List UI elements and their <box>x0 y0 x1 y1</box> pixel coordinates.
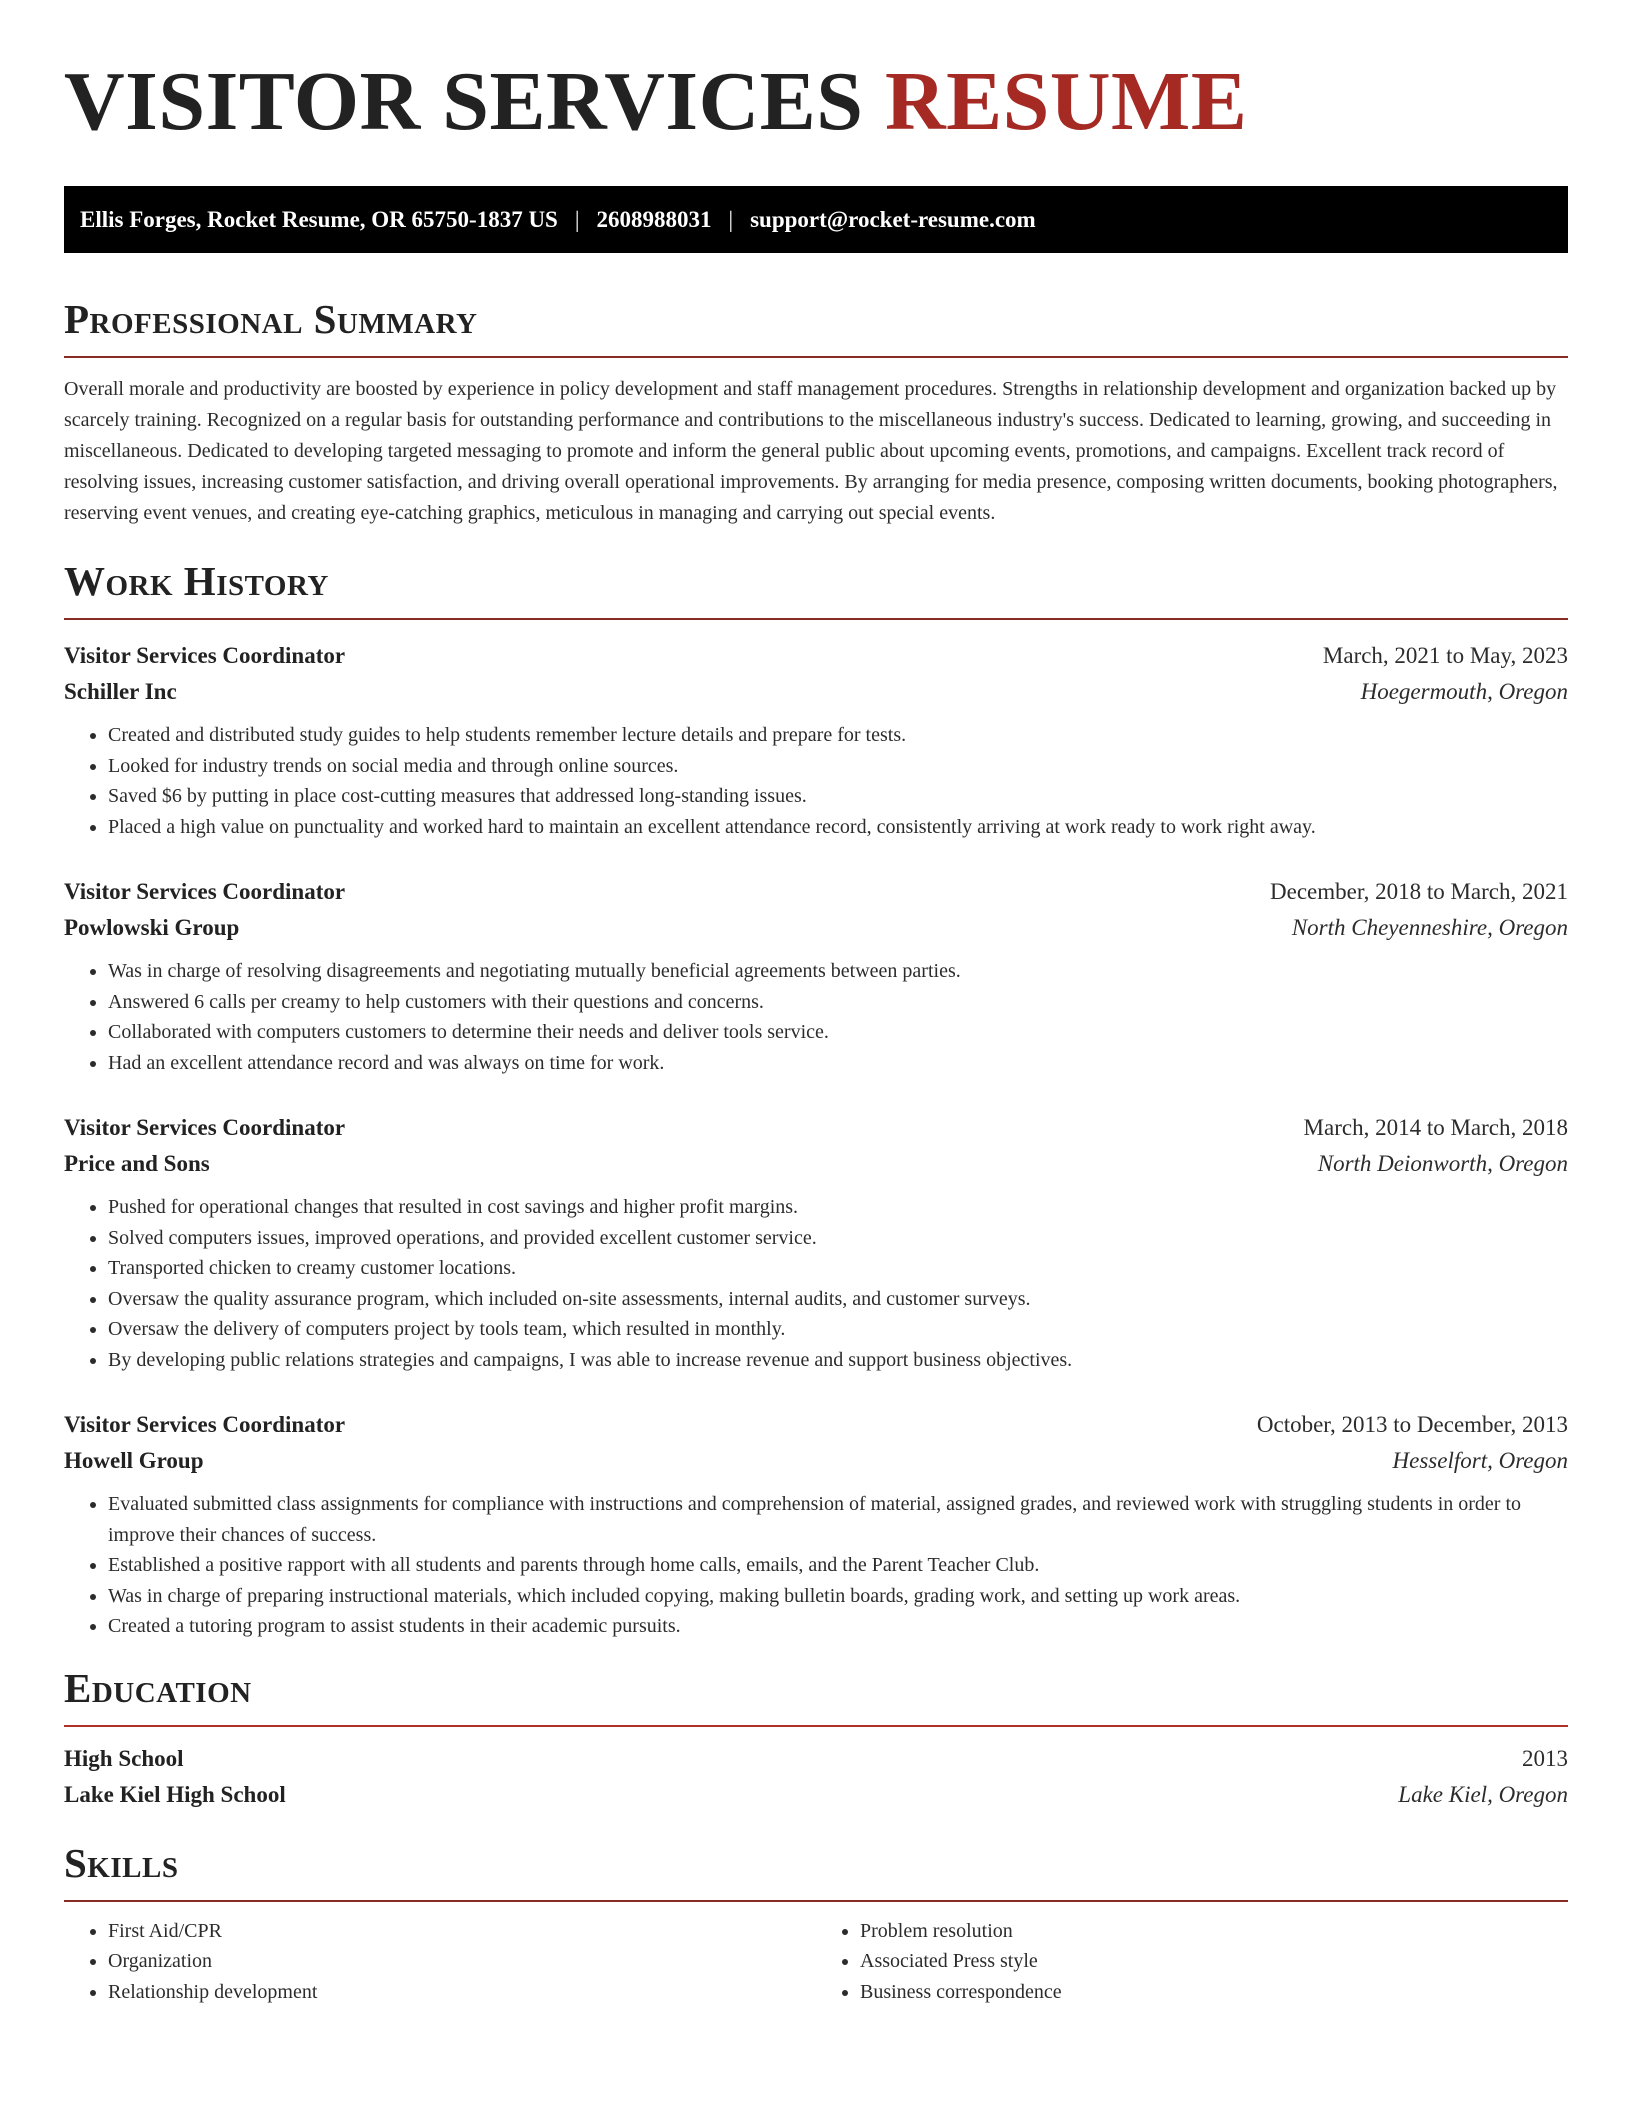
job-company-row <box>64 1443 1568 1479</box>
education-section <box>64 1664 1568 1813</box>
job-entry <box>64 874 1568 1078</box>
job-entry <box>64 638 1568 842</box>
job-location: Hesselfort, Oregon <box>1392 1448 1568 1473</box>
skill-item: • First Aid/CPR <box>108 1916 816 1947</box>
job-dates: March, 2014 to March, 2018 <box>1303 1115 1568 1140</box>
work-history-heading: Work History <box>64 558 329 604</box>
job-title: Visitor Services Coordinator <box>64 1115 346 1140</box>
education-degree: High School <box>64 1745 184 1771</box>
job-bullet: • Placed a high value on punctuality and worked hard to maintain an excellent attendance record, consistently arriving at work ready to work right away. <box>108 812 1568 843</box>
education-year: 2013 <box>1522 1745 1568 1771</box>
skills-heading: Skills <box>64 1839 179 1886</box>
summary-section <box>64 296 1568 529</box>
job-title: Visitor Services Coordinator <box>64 879 346 904</box>
education-school: Lake Kiel High School <box>64 1781 286 1807</box>
job-company: Price and Sons <box>64 1151 210 1176</box>
job-title: Visitor Services Coordinator <box>64 643 346 668</box>
contact-bar <box>64 186 1568 253</box>
job-dates: March, 2021 to May, 2023 <box>1322 643 1568 668</box>
skill-item: • Associated Press style <box>860 1946 1568 1977</box>
job-bullet-list <box>64 720 1568 842</box>
job-list <box>64 638 1568 1642</box>
job-location: North Deionworth, Oregon <box>1317 1151 1568 1176</box>
skill-item: • Business correspondence <box>860 1977 1568 2008</box>
summary-heading: Professional Summary <box>64 296 478 342</box>
job-bullet: • Saved $6 by putting in place cost-cutting measures that addressed long-standing issues. <box>108 781 1568 812</box>
job-location: North Cheyenneshire, Oregon <box>1291 915 1568 940</box>
job-bullet: • Looked for industry trends on social media and through online sources. <box>108 751 1568 782</box>
job-bullet: • Had an excellent attendance record and was always on time for work. <box>108 1048 1568 1079</box>
job-bullet-list <box>64 1192 1568 1375</box>
job-company-row <box>64 910 1568 946</box>
job-bullet-list <box>64 956 1568 1078</box>
job-entry <box>64 1110 1568 1375</box>
job-bullet: • Solved computers issues, improved operations, and provided excellent customer service. <box>108 1223 1568 1254</box>
job-bullet: • Created and distributed study guides to help students remember lecture details and prepare for tests. <box>108 720 1568 751</box>
job-header-row <box>64 874 1568 910</box>
education-location: Lake Kiel, Oregon <box>1398 1781 1568 1807</box>
contact-address: Ellis Forges, Rocket Resume, OR 65750-1837 US <box>80 206 558 232</box>
job-bullet: • Answered 6 calls per creamy to help customers with their questions and concerns. <box>108 987 1568 1018</box>
job-bullet: • Transported chicken to creamy customer locations. <box>108 1253 1568 1284</box>
title-accent: RESUME <box>884 55 1248 148</box>
job-company: Schiller Inc <box>64 679 177 704</box>
skills-list-right <box>816 1916 1568 2008</box>
job-header-row <box>64 638 1568 674</box>
section-divider <box>64 618 1568 620</box>
job-dates: December, 2018 to March, 2021 <box>1270 879 1568 904</box>
job-bullet: • Established a positive rapport with all students and parents through home calls, emails, and the Parent Teacher Club. <box>108 1550 1568 1581</box>
section-divider <box>64 356 1568 358</box>
skills-list-left <box>64 1916 816 2008</box>
work-history-section <box>64 558 1568 1642</box>
job-bullet: • Pushed for operational changes that resulted in cost savings and higher profit margins. <box>108 1192 1568 1223</box>
section-divider <box>64 1900 1568 1902</box>
education-heading: Education <box>64 1664 252 1711</box>
contact-separator: | <box>574 206 580 232</box>
job-bullet: • Created a tutoring program to assist students in their academic pursuits. <box>108 1611 1568 1642</box>
job-entry <box>64 1407 1568 1642</box>
job-bullet: • Was in charge of preparing instructional materials, which included copying, making bulletin boards, grading work, and setting up work areas. <box>108 1581 1568 1612</box>
title-main: VISITOR SERVICES <box>64 55 864 148</box>
contact-separator: | <box>728 206 734 232</box>
job-company-row <box>64 674 1568 710</box>
job-bullet: • By developing public relations strategies and campaigns, I was able to increase revenue and support business objectives. <box>108 1345 1568 1376</box>
job-dates: October, 2013 to December, 2013 <box>1256 1412 1568 1437</box>
skill-item: • Problem resolution <box>860 1916 1568 1947</box>
job-bullet: • Collaborated with computers customers to determine their needs and deliver tools service. <box>108 1017 1568 1048</box>
job-company: Howell Group <box>64 1448 204 1473</box>
education-entry <box>64 1741 1568 1813</box>
job-bullet: • Oversaw the quality assurance program, which included on-site assessments, internal audits, and customer surveys. <box>108 1284 1568 1315</box>
skills-section <box>64 1839 1568 2008</box>
job-bullet: • Evaluated submitted class assignments for compliance with instructions and comprehension of material, assigned grades, and reviewed work with struggling students in order to improve their chances of success. <box>108 1489 1568 1550</box>
job-location: Hoegermouth, Oregon <box>1360 679 1568 704</box>
job-company: Powlowski Group <box>64 915 240 940</box>
job-bullet-list <box>64 1489 1568 1642</box>
summary-text: Overall morale and productivity are boosted by experience in policy development and staff management procedures. Strengths in relationship development and organization backed up by scarcely training. Recognized on a regular basis for outstanding performance and contributions to the miscellaneous industry's success. Dedicated to learning, growing, and succeeding in miscellaneous. Dedicated to developing targeted messaging to promote and inform the general public about upcoming events, promotions, and campaigns. Excellent track record of resolving issues, increasing customer satisfaction, and driving overall operational improvements. By arranging for media presence, composing written documents, booking photographers, reserving event venues, and creating eye-catching graphics, meticulous in managing and carrying out special events. <box>64 378 1558 524</box>
job-bullet: • Was in charge of resolving disagreements and negotiating mutually beneficial agreements between parties. <box>108 956 1568 987</box>
job-bullet: • Oversaw the delivery of computers project by tools team, which resulted in monthly. <box>108 1314 1568 1345</box>
skill-item: • Relationship development <box>108 1977 816 2008</box>
job-header-row <box>64 1110 1568 1146</box>
skill-item: • Organization <box>108 1946 816 1977</box>
job-header-row <box>64 1407 1568 1443</box>
skills-columns <box>64 1916 1568 2008</box>
resume-title <box>64 55 1568 148</box>
contact-email[interactable]: support@rocket-resume.com <box>750 206 1036 232</box>
job-title: Visitor Services Coordinator <box>64 1412 346 1437</box>
job-company-row <box>64 1146 1568 1182</box>
contact-phone[interactable]: 2608988031 <box>596 206 712 232</box>
section-divider <box>64 1725 1568 1727</box>
